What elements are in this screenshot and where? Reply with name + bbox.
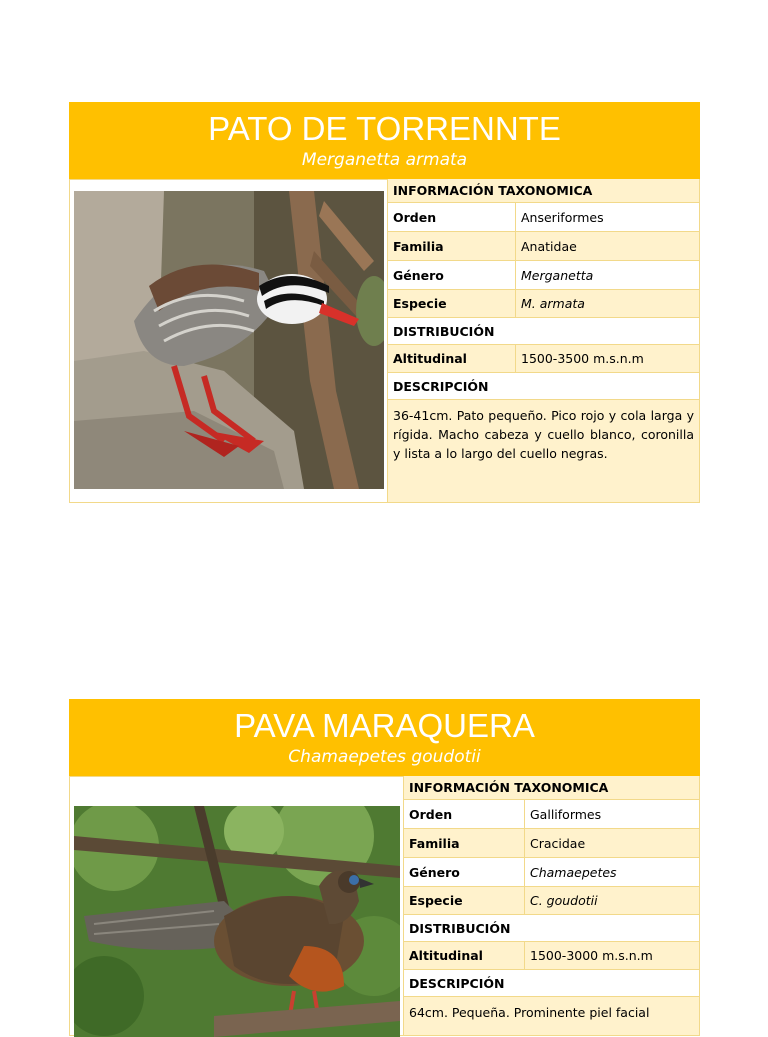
photo-cell: [69, 179, 388, 503]
altitude-label: Altitudinal: [409, 948, 483, 963]
altitude-row: [404, 942, 700, 970]
description-header: DESCRIPCIÓN: [393, 378, 489, 394]
row-value: Galliformes: [524, 800, 699, 828]
species-card-torrent-duck: [69, 102, 700, 503]
row-value: Anseriformes: [515, 203, 699, 231]
taxonomy-header: INFORMACIÓN TAXONOMICA: [393, 183, 593, 198]
species-title: PAVA MARAQUERA: [234, 707, 535, 744]
taxonomy-header-row: [404, 776, 700, 800]
taxonomy-row-orden: [404, 800, 700, 829]
torrent-duck-photo: [74, 191, 384, 489]
taxonomy-row-genero: [388, 261, 700, 290]
row-value: Cracidae: [524, 829, 699, 857]
taxonomy-panel: [388, 179, 700, 503]
row-label: Orden: [409, 806, 453, 822]
row-label: Especie: [409, 893, 463, 908]
species-scientific-name: Chamaepetes goudotii: [288, 747, 481, 767]
card-header: [69, 699, 700, 776]
taxonomy-row-familia: [404, 829, 700, 858]
taxonomy-row-familia: [388, 232, 700, 261]
species-title: PATO DE TORRENNTE: [208, 110, 561, 147]
distribution-header: DISTRIBUCIÓN: [409, 920, 511, 936]
distribution-header-row: [404, 915, 700, 942]
row-label: Familia: [393, 238, 444, 254]
row-label: Género: [409, 864, 460, 880]
card-header: [69, 102, 700, 179]
altitude-value: 1500-3000 m.s.n.m: [524, 942, 699, 969]
card-body: [69, 776, 700, 1036]
distribution-header: DISTRIBUCIÓN: [393, 323, 495, 339]
altitude-value: 1500-3500 m.s.n.m: [515, 345, 699, 372]
altitude-row: [388, 345, 700, 373]
row-value: Chamaepetes: [524, 858, 699, 886]
altitude-label: Altitudinal: [393, 351, 467, 366]
photo-cell: [69, 776, 404, 1036]
description-header-row: [388, 373, 700, 400]
row-label: Género: [393, 267, 444, 283]
distribution-header-row: [388, 318, 700, 345]
taxonomy-row-especie: [404, 887, 700, 915]
taxonomy-row-especie: [388, 290, 700, 318]
taxonomy-panel: [404, 776, 700, 1036]
torrent-duck-illustration: [74, 191, 384, 489]
row-label: Familia: [409, 835, 460, 851]
description-text: 36-41cm. Pato pequeño. Pico rojo y cola larga y rígida. Macho cabeza y cuello blanco, coronilla y lista a lo largo del cuello negras.: [388, 400, 700, 503]
row-label: Especie: [393, 296, 447, 311]
taxonomy-row-genero: [404, 858, 700, 887]
taxonomy-header: INFORMACIÓN TAXONOMICA: [409, 780, 609, 795]
species-scientific-name: Merganetta armata: [301, 150, 468, 170]
description-header: DESCRIPCIÓN: [409, 975, 505, 991]
taxonomy-row-orden: [388, 203, 700, 232]
row-value: Anatidae: [515, 232, 699, 260]
description-text: 64cm. Pequeña. Prominente piel facial: [404, 997, 700, 1036]
row-label: Orden: [393, 209, 437, 225]
row-value: Merganetta: [515, 261, 699, 289]
taxonomy-header-row: [388, 179, 700, 203]
guan-illustration: [74, 806, 400, 1037]
species-card-sickle-winged-guan: [69, 699, 700, 1036]
row-value: C. goudotii: [524, 887, 699, 914]
guan-photo: [74, 806, 400, 1037]
row-value: M. armata: [515, 290, 699, 317]
description-header-row: [404, 970, 700, 997]
card-body: [69, 179, 700, 503]
